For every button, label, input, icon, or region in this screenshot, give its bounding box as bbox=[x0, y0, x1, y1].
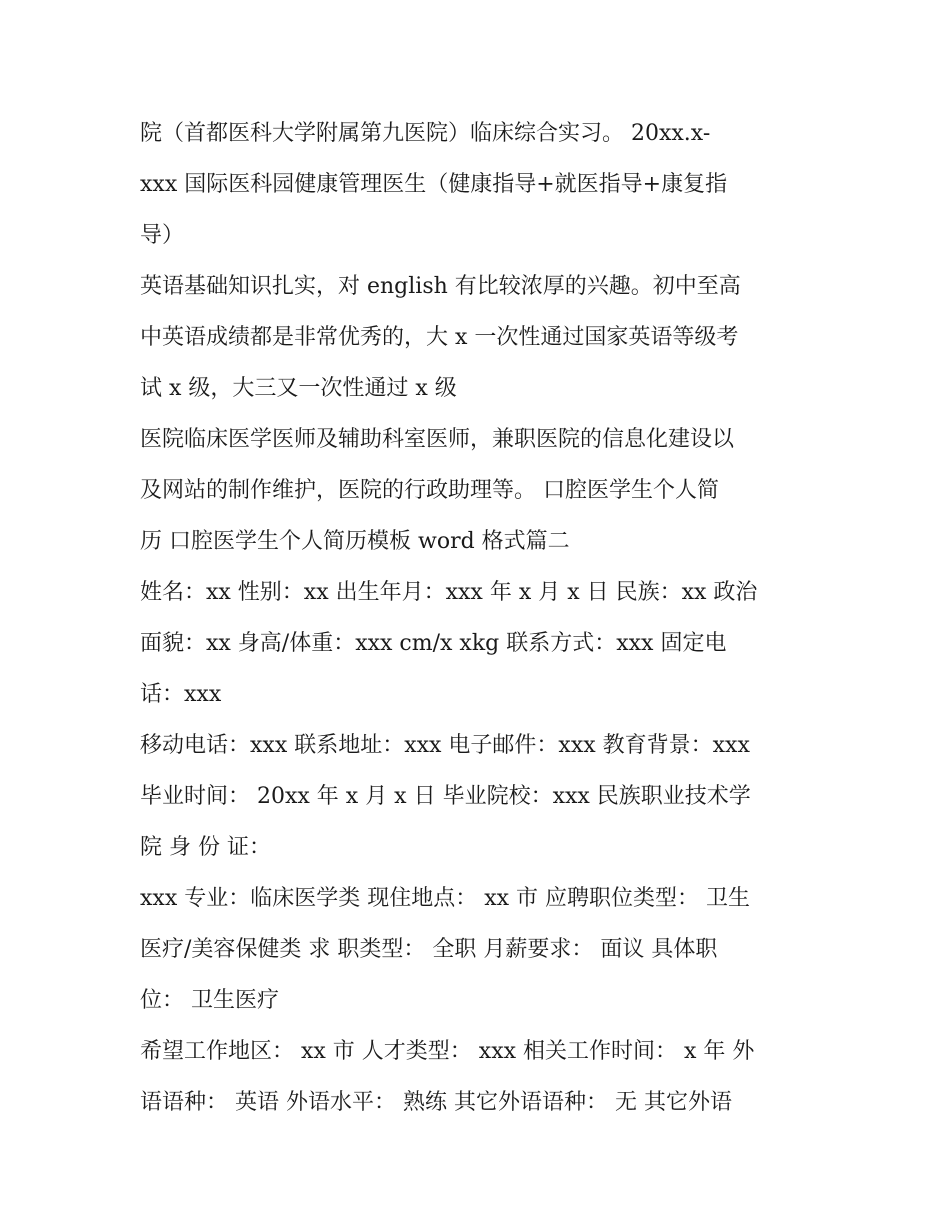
text-line: 医院临床医学医师及辅助科室医师，兼职医院的信息化建设以 bbox=[140, 427, 735, 452]
text-line: 院（首都医科大学附属第九医院）临床综合实习。 20xx.x- bbox=[140, 121, 711, 146]
text-line: 英语基础知识扎实，对 english 有比较浓厚的兴趣。初中至高 bbox=[140, 274, 741, 299]
text-line: xxx 国际医科园健康管理医生（健康指导+就医指导+康复指 bbox=[140, 172, 728, 197]
text-line: 中英语成绩都是非常优秀的，大 x 一次性通过国家英语等级考 bbox=[140, 325, 739, 350]
text-line: 毕业时间： 20xx 年 x 月 x 日 毕业院校：xxx 民族职业技术学 bbox=[140, 784, 751, 809]
text-line: 医疗/美容保健类 求 职类型： 全职 月薪要求： 面议 具体职 bbox=[140, 937, 718, 962]
text-line: 位： 卫生医疗 bbox=[140, 988, 279, 1013]
text-line: 导） bbox=[140, 223, 185, 248]
text-line: 院 身 份 证： bbox=[140, 835, 271, 860]
document-body bbox=[140, 108, 820, 1128]
text-line: 历 口腔医学生个人简历模板 word 格式篇二 bbox=[140, 529, 570, 554]
text-line: 面貌：xx 身高/体重：xxx cm/x xkg 联系方式：xxx 固定电 bbox=[140, 631, 727, 656]
text-line: xxx 专业：临床医学类 现住地点： xx 市 应聘职位类型： 卫生 bbox=[140, 886, 750, 911]
text-line: 姓名：xx 性别：xx 出生年月：xxx 年 x 月 x 日 民族：xx 政治 bbox=[140, 580, 758, 605]
text-line: 语语种： 英语 外语水平： 熟练 其它外语语种： 无 其它外语 bbox=[140, 1090, 732, 1115]
text-line: 话：xxx bbox=[140, 682, 222, 707]
text-line: 移动电话：xxx 联系地址：xxx 电子邮件：xxx 教育背景：xxx bbox=[140, 733, 750, 758]
text-line: 希望工作地区： xx 市 人才类型： xxx 相关工作时间： x 年 外 bbox=[140, 1039, 755, 1064]
text-line: 试 x 级，大三又一次性通过 x 级 bbox=[140, 376, 457, 401]
text-line: 及网站的制作维护，医院的行政助理等。 口腔医学生个人简 bbox=[140, 478, 719, 503]
